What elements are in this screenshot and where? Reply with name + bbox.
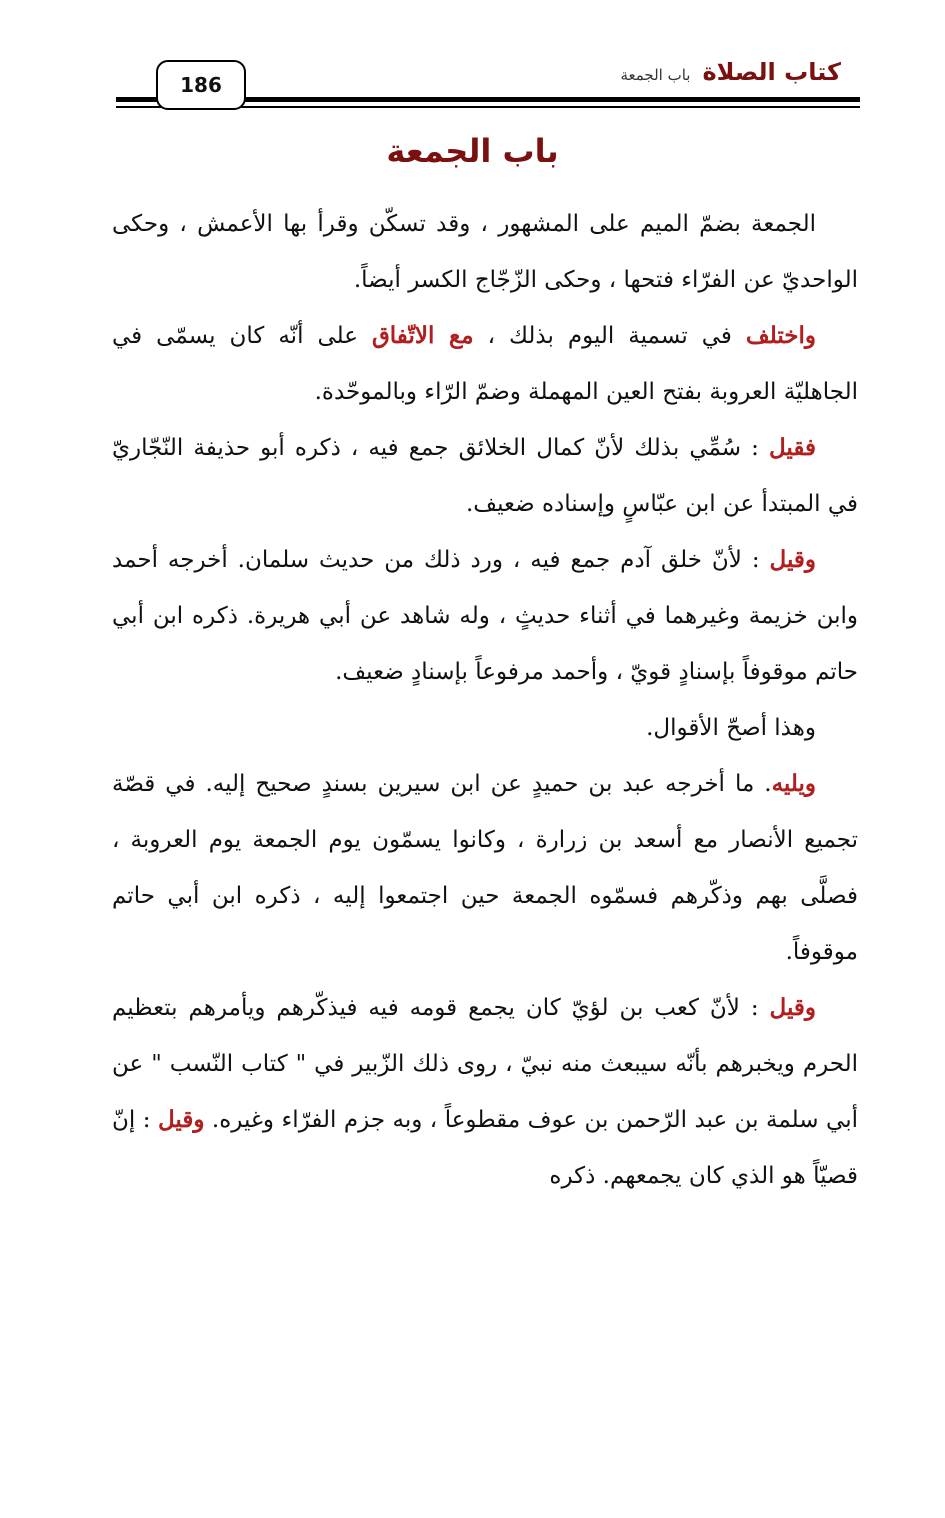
chapter-heading: باب الجمعة (386, 132, 559, 170)
keyword: وقيل (157, 1106, 205, 1133)
paragraph-4 (112, 532, 858, 700)
running-chapter-title: باب الجمعة (620, 66, 691, 84)
keyword: وقيل (769, 994, 816, 1021)
paragraph-6 (112, 756, 858, 980)
paragraph-text: الجمعة بضمّ الميم على المشهور ، وقد تسكّن وقرأ بها الأعمش ، وحكى الواحديّ عن الفرّاء فتحها ، وحكى الزّجّاج الكسر أيضاً. (112, 211, 858, 293)
paragraph-1 (112, 196, 858, 308)
paragraph-5 (112, 700, 858, 756)
paragraph-7 (112, 980, 858, 1204)
body-text (112, 196, 858, 1204)
keyword: فقيل (769, 434, 816, 461)
running-head (620, 58, 841, 86)
paragraph-text: وهذا أصحّ الأقوال. (646, 715, 816, 741)
paragraph-text: . ما أخرجه عبد بن حميدٍ عن ابن سيرين بسندٍ صحيح إليه. في قصّة تجميع الأنصار مع أسعد بن زرارة ، وكانوا يسمّون يوم الجمعة يوم العروبة ، فصلَّى بهم وذكّرهم فسمّوه الجمعة حين اجتمعوا إليه ، ذكره ابن أبي حاتم موقوفاً. (112, 771, 858, 965)
paragraph-2 (112, 308, 858, 420)
paragraph-text: على أنّه كان يسمّى في الجاهليّة العروبة بفتح العين المهملة وضمّ الرّاء وبالموحّدة. (112, 323, 858, 405)
book-title: كتاب الصلاة (702, 58, 841, 86)
paragraph-3 (112, 420, 858, 532)
paragraph-text: في تسمية اليوم بذلك ، (473, 323, 746, 349)
keyword: واختلف (745, 322, 816, 349)
paragraph-text: : سُمِّي بذلك لأنّ كمال الخلائق جمع فيه ، ذكره أبو حذيفة النّجّاريّ في المبتدأ عن ابن عبّاسٍ وإسناده ضعيف. (112, 435, 858, 517)
keyword: ويليه (771, 770, 816, 797)
paragraph-text: : إنّ قصيّاً هو الذي كان يجمعهم. ذكره (112, 1107, 858, 1189)
paragraph-text: : لأنّ كعب بن لؤيّ كان يجمع قومه فيه فيذكّرهم ويأمرهم بتعظيم الحرم ويخبرهم بأنّه سيبعث منه نبيّ ، روى ذلك الزّبير في " كتاب النّسب " عن أبي سلمة بن عبد الرّحمن بن عوف مقطوعاً ، وبه جزم الفرّاء وغيره. (112, 995, 858, 1133)
paragraph-text: : لأنّ خلق آدم جمع فيه ، ورد ذلك من حديث سلمان. أخرجه أحمد وابن خزيمة وغيرهما في أثناء حديثٍ ، وله شاهد عن أبي هريرة. ذكره ابن أبي حاتم موقوفاً بإسنادٍ قويّ ، وأحمد مرفوعاً بإسنادٍ ضعيف. (112, 547, 858, 685)
keyword: وقيل (769, 546, 816, 573)
keyword: مع الاتّفاق (371, 322, 474, 349)
page-header (0, 0, 945, 120)
page-number-badge: 186 (156, 60, 246, 110)
